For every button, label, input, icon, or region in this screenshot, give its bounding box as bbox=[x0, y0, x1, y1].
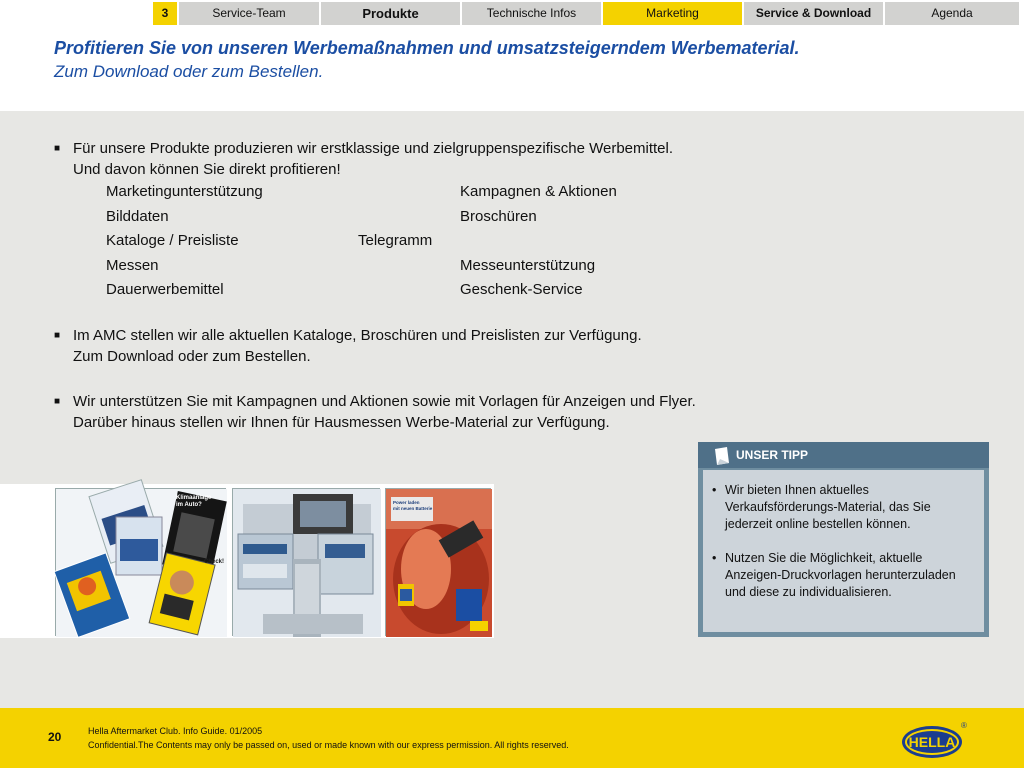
list-item: Messen bbox=[106, 256, 159, 274]
page-number: 20 bbox=[48, 730, 62, 744]
bullet-line: Im AMC stellen wir alle aktuellen Kataloge, Broschüren und Preislisten zur Verfügung. bbox=[73, 327, 642, 344]
registered-mark: ® bbox=[961, 721, 967, 730]
square-bullet-icon: ■ bbox=[54, 330, 61, 341]
trade-show-image bbox=[232, 488, 380, 636]
bullet-dot-icon: • bbox=[712, 551, 717, 565]
tip-item-text: Nutzen Sie die Möglichkeit, aktuelle Anzeigen-Druckvorlagen herunterzuladen und diese zu individualisieren. bbox=[725, 551, 956, 599]
brochure-text: Check! bbox=[204, 559, 225, 565]
tip-box bbox=[698, 442, 989, 637]
page-header bbox=[0, 28, 1024, 111]
list-item bbox=[460, 229, 617, 254]
tip-item bbox=[712, 482, 972, 533]
bullet-line: Zum Download oder zum Bestellen. bbox=[73, 348, 311, 365]
list-item: Broschüren bbox=[460, 207, 537, 225]
square-bullet-icon: ■ bbox=[54, 396, 61, 407]
list-item: Bilddaten bbox=[106, 207, 169, 225]
list-item: Kataloge / Preisliste bbox=[106, 232, 239, 250]
brochure-text: im Auto? bbox=[176, 502, 202, 508]
bullet-line: Für unsere Produkte produzieren wir erstklassige und zielgruppenspezifische Werbemittel. bbox=[73, 140, 674, 157]
poster-text: mit neuen Batterie bbox=[393, 506, 433, 511]
list-left-column bbox=[106, 180, 263, 303]
hella-logo bbox=[900, 720, 966, 760]
list-item: Kampagnen & Aktionen bbox=[460, 183, 617, 200]
bullet-item bbox=[54, 391, 696, 433]
page-subtitle: Zum Download oder zum Bestellen. bbox=[54, 62, 324, 81]
list-item: Messeunterstützung bbox=[460, 256, 596, 274]
tip-header bbox=[698, 442, 989, 468]
bullet-item bbox=[54, 138, 673, 180]
tab-produkte[interactable]: Produkte bbox=[321, 2, 460, 25]
square-bullet-icon: ■ bbox=[54, 143, 61, 154]
list-item: Dauerwerbemittel bbox=[106, 281, 224, 299]
note-icon bbox=[712, 445, 732, 467]
tip-item-text: Wir bieten Ihnen aktuelles Verkaufsförderungs-Material, das Sie jederzeit online bestellen können. bbox=[725, 483, 931, 531]
footer bbox=[0, 708, 1024, 768]
battery-poster-image bbox=[385, 488, 491, 636]
bullet-line: Und davon können Sie direkt profitieren! bbox=[73, 161, 341, 178]
tab-service-download[interactable]: Service & Download bbox=[744, 2, 883, 25]
tip-content bbox=[703, 470, 984, 632]
bullet-item bbox=[54, 325, 642, 367]
list-item: Geschenk-Service bbox=[460, 281, 583, 299]
section-number: 3 bbox=[153, 2, 177, 25]
logo-text: HELLA bbox=[908, 734, 956, 750]
tab-marketing[interactable]: Marketing bbox=[603, 2, 742, 25]
tab-agenda[interactable]: Agenda bbox=[885, 2, 1019, 25]
top-navigation bbox=[0, 0, 1024, 28]
footer-line: Hella Aftermarket Club. Info Guide. 01/2005 bbox=[88, 726, 263, 736]
list-middle-column bbox=[358, 229, 432, 254]
bullet-line: Darüber hinaus stellen wir Ihnen für Hausmessen Werbe-Material zur Verfügung. bbox=[73, 414, 610, 431]
list-item: Marketingunterstützung bbox=[106, 183, 263, 200]
page-title: Profitieren Sie von unseren Werbemaßnahmen und umsatzsteigerndem Werbematerial. bbox=[54, 38, 800, 58]
tab-technische-infos[interactable]: Technische Infos bbox=[462, 2, 601, 25]
brochures-image bbox=[55, 488, 226, 636]
list-right-column bbox=[460, 180, 617, 303]
poster-text: Power laden bbox=[393, 500, 420, 505]
tab-service-team[interactable]: Service-Team bbox=[179, 2, 319, 25]
tip-item bbox=[712, 550, 972, 601]
list-item: Telegramm bbox=[358, 232, 433, 249]
footer-confidential: Confidential.The Contents may only be passed on, used or made known with our express permission. All rights reserved. bbox=[88, 740, 569, 750]
brochure-text: Klimaanlage bbox=[176, 495, 212, 501]
bullet-line: Wir unterstützen Sie mit Kampagnen und Aktionen sowie mit Vorlagen für Anzeigen und Flyer. bbox=[73, 393, 696, 410]
tip-title: UNSER TIPP bbox=[736, 448, 809, 462]
bullet-dot-icon: • bbox=[712, 483, 717, 497]
